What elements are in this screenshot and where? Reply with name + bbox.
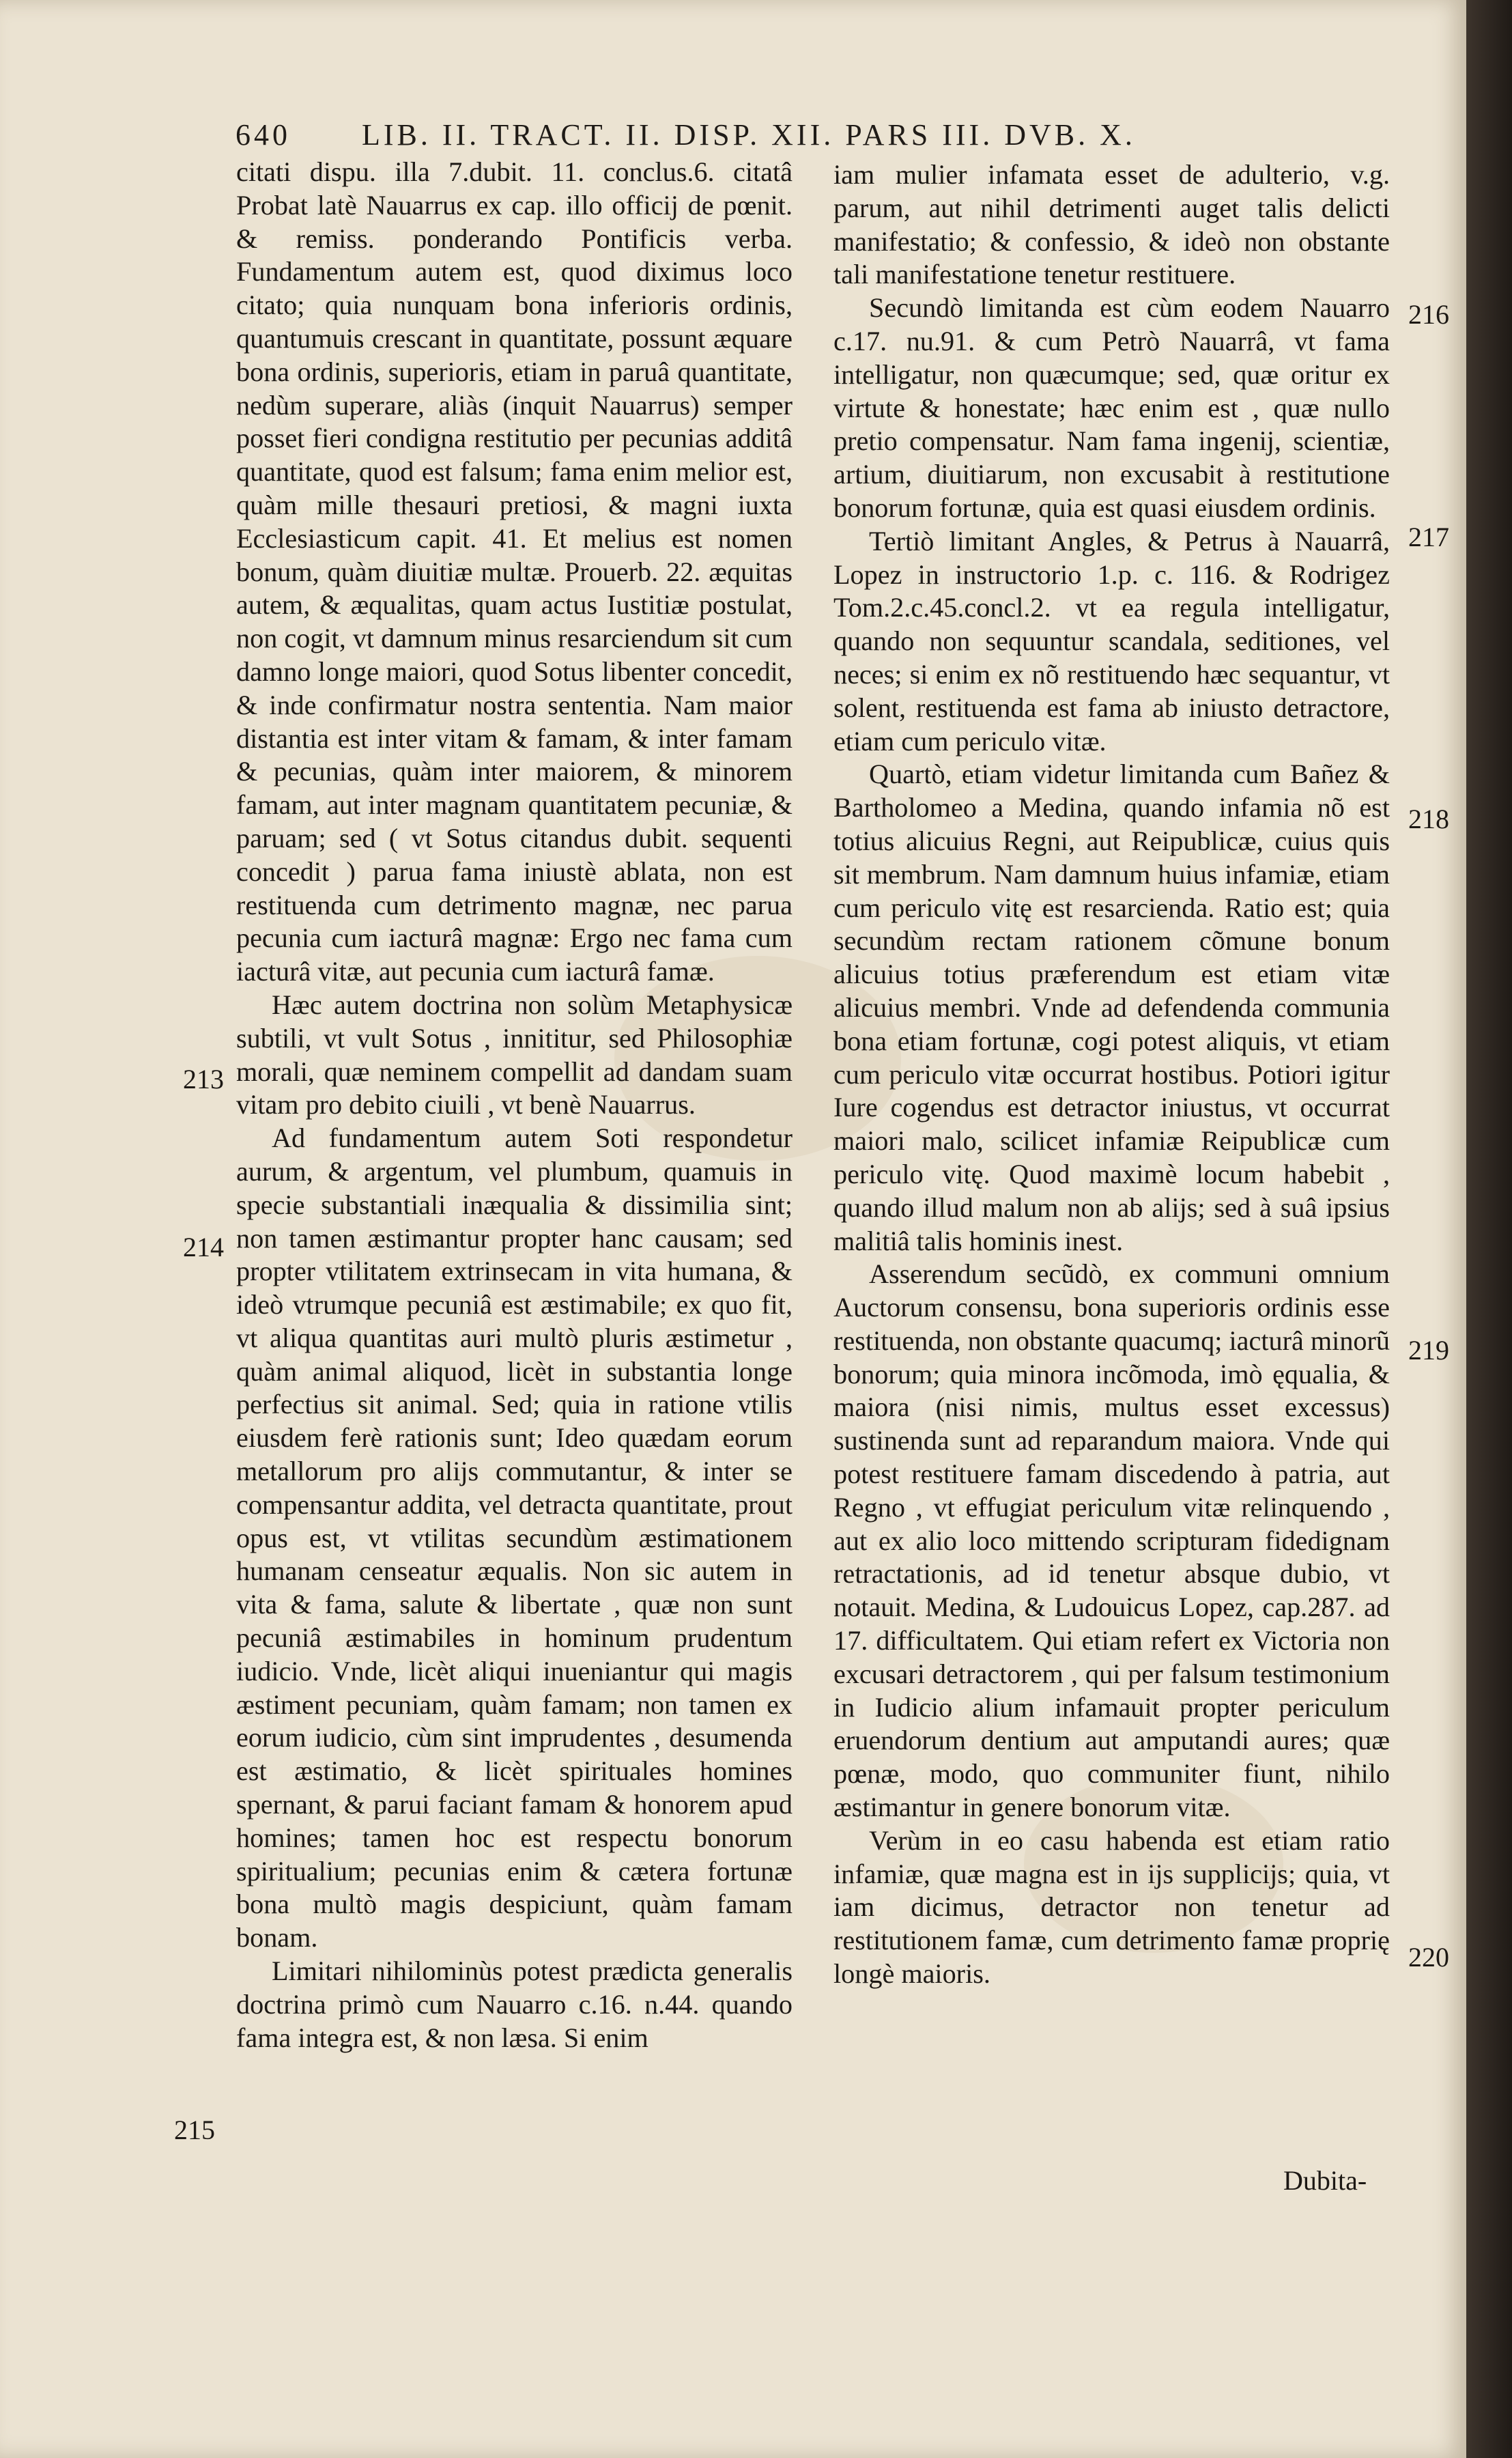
paragraph: Limitari nihilominùs potest prædicta generalis doctrina primò cum Nauarro c.16. n.44. quando fama integra est, & non læsa. Si enim [236,1955,793,2053]
paragraph: Hæc autem doctrina non solùm Metaphysicæ subtili, vt vult Sotus , innititur, sed Philosophiæ morali, quæ neminem compellit ad dandam suam vitam pro debito ciuili , vt benè Nauarrus. [236,989,793,1120]
margin-number: 216 [1408,299,1449,330]
margin-number: 213 [183,1064,224,1094]
paragraph: Secundò limitanda est cùm eodem Nauarro c.17. nu.91. & cum Petrò Nauarrâ, vt fama intelligatur, non quæcumque; sed, quæ oritur ex virtute & honestate; hæc enim est , quæ nullo pretio compensatur. Nam fama ingenij, scientiæ, artium, diuitiarum, non excusabit à restitutione bonorum fortunæ, quia est quasi eiusdem ordinis. [833,292,1390,523]
paragraph: Ad fundamentum autem Soti respondetur aurum, & argentum, vel plumbum, quamuis in specie substantiali inæqualia & dissimilia sint; non tamen æstimantur propter hanc causam; sed propter vtilitatem extrinsecam in vita humana, & ideò vtrumque pecuniâ est æstimabile; ex quo fit, vt aliqua quantitas auri multò pluris æstimetur , quàm animal aliquod, licèt in substantia longe perfectius sit animal. Sed; quia in ratione vtilis eiusdem ferè rationis sunt; Ideo quædam eorum metallorum pro alijs commutantur, & inter se compensantur addita, vel detracta quantitate, prout opus est, vt vtilitas secundùm æstimationem humanam censeatur æqualis. Non sic autem in vita & fama, salute & libertate , quæ non sunt pecuniâ æstimabiles in hominum prudentum iudicio. Vnde, licèt aliqui inueniantur qui magis æstiment pecuniam, quàm famam; non tamen ex eorum iudicio, cùm sint imprudentes , desumenda est æstimatio, & licèt spirituales homines spernant, & parui faciant famam & honorem apud homines; tamen hoc est respectu bonorum spiritualium; pecunias enim & cætera fortunæ bona multò magis despiciunt, quàm famam bonam. [236,1122,793,1953]
margin-number: 219 [1408,1335,1449,1366]
paragraph: Asserendum secũdò, ex communi omnium Auctorum consensu, bona superioris ordinis esse restituenda, non obstante quacumq; iacturâ minorũ bonorum; quia minora incõmoda, imò ęqualia, & maiora (nisi nimis, multus esset excessus) sustinenda sunt ad reparandum maiora. Vnde qui potest restituere famam discedendo à patria, aut Regno , vt effugiat periculum vitæ relinquendo , aut ex alio loco mittendo scripturam fidedignam retractationis, ad id tenetur absque dubio, vt notauit. Medina, & Ludouicus Lopez, cap.287. ad 17. difficultatem. Qui etiam refert ex Victoria non excusari detractorem , qui per falsum testimonium in Iudicio alium infamauit propter periculum eruendorum dentium aut amputandi aures; quæ pœnæ, modo, quo communiter fiunt, nihilo æstimantur in genere bonorum vitæ. [833,1258,1390,1823]
margin-number: 214 [183,1232,224,1262]
page-edge [1466,0,1512,2458]
margin-number: 220 [1408,1942,1449,1973]
paragraph: Verùm in eo casu habenda est etiam ratio infamiæ, quæ magna est in ijs supplicijs; quia, vt iam dicimus, detractor non tenetur ad restitutionem famæ, cum detrimento famæ proprię longè maioris. [833,1824,1390,1990]
paragraph: citati dispu. illa 7.dubit. 11. conclus.6. citatâ Probat latè Nauarrus ex cap. illo officij de pœnit. & remiss. ponderando Pontificis verba. Fundamentum autem est, quod diximus loco citato; quia nunquam bona inferioris ordinis, quantumuis crescant in quantitate, possunt æquare bona ordinis, superioris, etiam in paruâ quantitate, nedùm superare, aliàs (inquit Nauarrus) semper posset fieri condigna restitutio per pecunias additâ quantitate, quod est falsum; fama enim melior est, quàm mille thesauri pretiosi, & magni iuxta Ecclesiasticum capit. 41. Et melius est nomen bonum, quàm diuitiæ multæ. Prouerb. 22. æquitas autem, & æqualitas, quam actus Iustitiæ postulat, non cogit, vt damnum minus resarciendum sit cum damno longe maiori, quod Sotus libenter concedit, & inde confirmatur nostra sententia. Nam maior distantia est inter vitam & famam, & inter famam & pecunias, quàm inter maiorem, & minorem famam, aut inter magnam quantitatem pecuniæ, & paruam; sed ( vt Sotus citandus dubit. sequenti concedit ) parua fama iniustè ablata, non est restituenda cum detrimento magnæ, nec parua pecunia cum iacturâ magnæ: Ergo nec fama cum iacturâ vitæ, aut pecunia cum iacturâ famæ. [236,156,793,987]
left-column [236,156,793,2054]
paragraph: Tertiò limitant Angles, & Petrus à Nauarrâ, Lopez in instructorio 1.p. c. 116. & Rodrigez Tom.2.c.45.concl.2. vt ea regula intelligatur, quando non sequuntur scandala, seditiones, vel neces; si enim ex nõ restituendo hæc sequantur, vt solent, restituenda est fama ab iniusto detractore, etiam cum periculo vitæ. [833,525,1390,757]
paragraph: iam mulier infamata esset de adulterio, v.g. parum, aut nihil detrimenti auget talis delicti manifestatio; & confessio, & ideò non obstante tali manifestatione tenetur restituere. [833,159,1390,290]
page-header [236,117,1273,158]
right-column [833,158,1390,1991]
catchword: Dubita- [1283,2165,1367,2196]
running-head: LIB. II. TRACT. II. DISP. XII. PARS III. DVB. X. [362,118,1136,152]
paragraph: Quartò, etiam videtur limitanda cum Bañez & Bartholomeo a Medina, quando infamia nõ est totius alicuius Regni, aut Reipublicæ, cuius quis sit membrum. Nam damnum huius infamiæ, etiam cum periculo vitę est resarcienda. Ratio est; quia secundùm rectam rationem cõmune bonum alicuius totius præferendum est etiam vitæ alicuius membri. Vnde ad defendenda communia bona etiam fortunæ, cogi potest aliquis, vt etiam cum periculo vitæ occurrat hostibus. Potiori igitur Iure cogendus est detractor iniustus, vt occurrat maiori malo, scilicet infamiæ Reipublicæ cum periculo vitę. Quod maximè locum habebit , quando illud malum non ab alijs; sed à suâ ipsius malitiâ talis hominis inest. [833,759,1390,1256]
margin-number: 215 [174,2115,215,2145]
margin-number: 218 [1408,804,1449,834]
margin-number: 217 [1408,522,1449,552]
page-number: 640 [236,118,291,152]
